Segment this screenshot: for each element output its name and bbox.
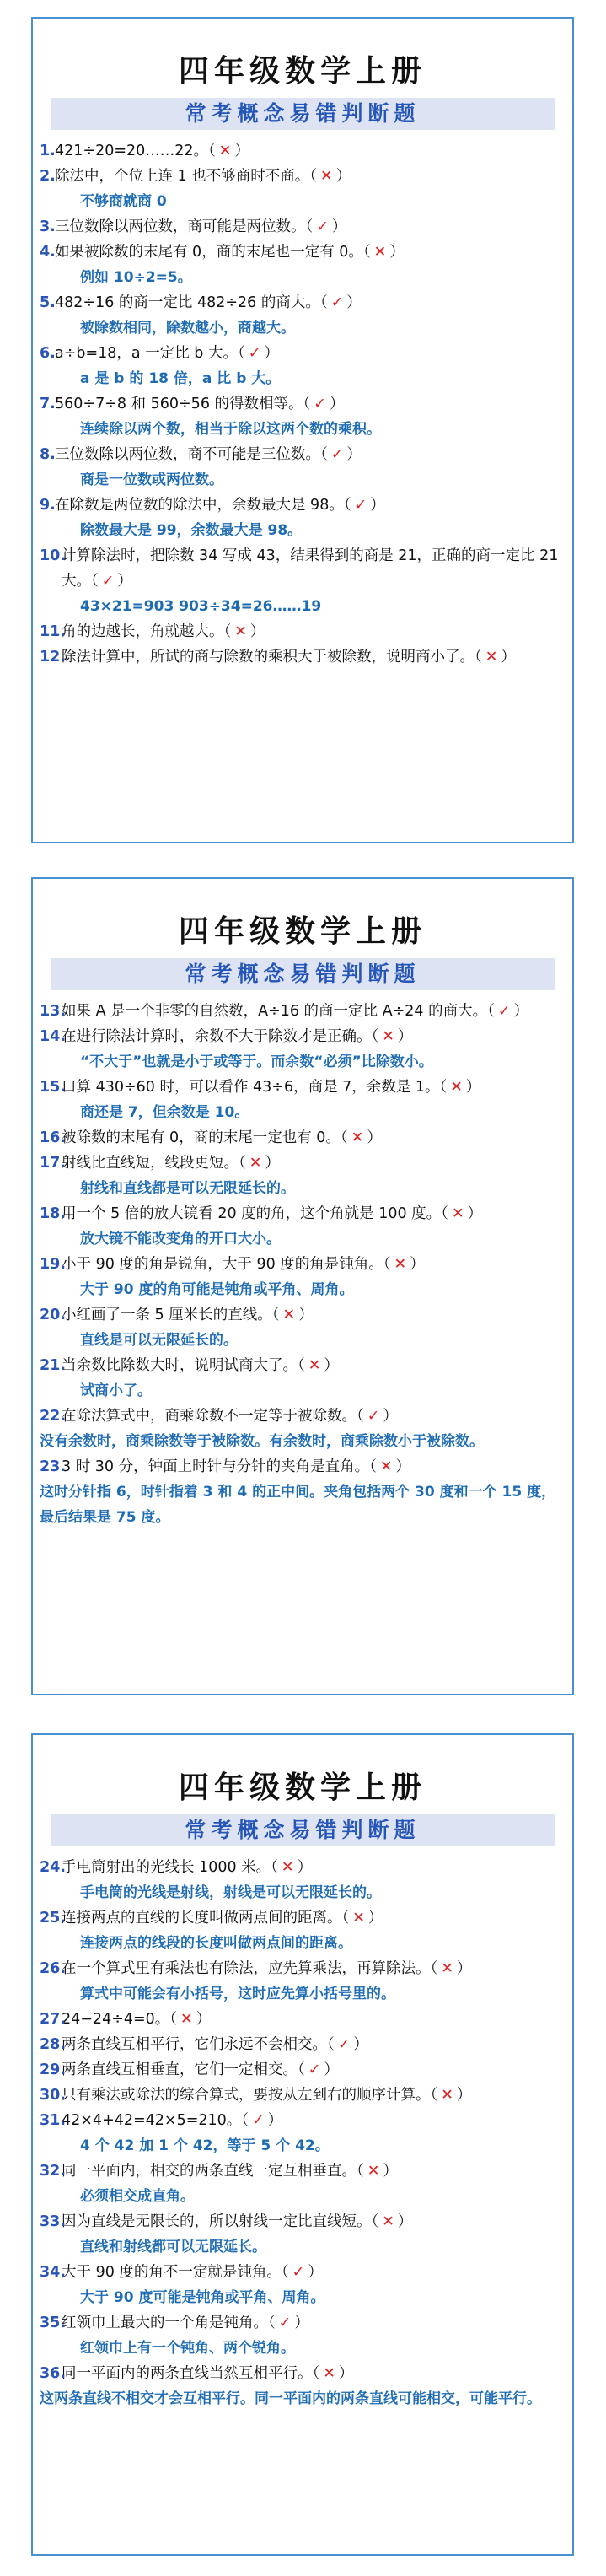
question-item bbox=[40, 2108, 566, 2133]
question-text: 在一个算式里有乘法也有除法，应先算乘法，再算除法。（ bbox=[62, 1960, 438, 1977]
answer-note: 必须相交成直角。 bbox=[80, 2188, 195, 2205]
answer-note: 这时分针指 6，时针指着 3 和 4 的正中间。夹角包括两个 30 度和一个 15 度，最后结果是 75 度。 bbox=[40, 1484, 556, 1526]
question-item bbox=[40, 619, 566, 644]
question-item bbox=[40, 2260, 566, 2285]
bracket-close: ） bbox=[367, 1910, 383, 1927]
bracket-close: ） bbox=[501, 649, 516, 666]
bracket-close: ） bbox=[249, 623, 265, 640]
question-item bbox=[40, 164, 566, 189]
card-title: 四年级数学上册 bbox=[178, 1770, 426, 1805]
question-number: 31. bbox=[40, 2112, 67, 2129]
question-number: 18. bbox=[40, 1205, 67, 1222]
question-item bbox=[40, 2032, 566, 2057]
question-text: 口算 430÷60 时，可以看作 43÷6，商是 7，余数是 1。（ bbox=[62, 1079, 448, 1096]
bracket-close: ） bbox=[335, 168, 351, 185]
question-text: 42×4+42=42×5=210。（ bbox=[62, 2112, 249, 2129]
answer-note: 商还是 7，但余数是 10。 bbox=[80, 1104, 249, 1121]
bracket-close: ） bbox=[267, 2112, 283, 2129]
answer-note: 4 个 42 加 1 个 42，等于 5 个 42。 bbox=[80, 2137, 330, 2154]
question-text: 在除法算式中，商乘除数不一定等于被除数。（ bbox=[62, 1408, 364, 1425]
check-mark-icon: ✓ bbox=[497, 1003, 511, 1020]
wrong-mark-icon: ✕ bbox=[180, 2011, 193, 2028]
question-text: 两条直线互相平行，它们永远不会相交。（ bbox=[62, 2036, 335, 2053]
question-number: 28. bbox=[40, 2036, 67, 2053]
question-item bbox=[40, 543, 566, 594]
question-text: 角的边越长，角就越大。（ bbox=[62, 623, 232, 640]
bracket-close: ） bbox=[294, 2315, 309, 2331]
bracket-close: ） bbox=[308, 2264, 323, 2281]
bracket-close: ） bbox=[265, 1155, 280, 1172]
question-text: 除法中，个位上连 1 也不够商时不商。（ bbox=[55, 168, 318, 185]
question-item bbox=[40, 1201, 566, 1226]
bracket-close: ） bbox=[467, 1205, 483, 1222]
bracket-close: ） bbox=[367, 1129, 382, 1146]
question-number: 24. bbox=[40, 1859, 67, 1876]
wrong-mark-icon: ✕ bbox=[234, 623, 247, 640]
bracket-close: ） bbox=[346, 294, 362, 311]
question-number: 10. bbox=[40, 547, 67, 564]
answer-note: 射线和直线都是可以无限延长的。 bbox=[80, 1180, 295, 1197]
answer-note: 手电筒的光线是射线，射线是可以无限延长的。 bbox=[80, 1884, 381, 1901]
question-text: 连接两点的直线的长度叫做两点间的距离。（ bbox=[62, 1910, 350, 1927]
answer-note: 商是一位数或两位数。 bbox=[80, 472, 223, 488]
question-item bbox=[40, 1151, 566, 1176]
bracket-close: ） bbox=[196, 2011, 212, 2028]
card-subtitle: 常考概念易错判断题 bbox=[51, 1814, 555, 1846]
question-number: 1. bbox=[40, 143, 56, 159]
question-list bbox=[40, 1855, 566, 2412]
question-item bbox=[40, 1956, 566, 1981]
question-text: 同一平面内的两条直线当然互相平行。（ bbox=[62, 2365, 320, 2382]
bracket-close: ） bbox=[370, 497, 385, 514]
bracket-close: ） bbox=[338, 2365, 354, 2382]
question-item bbox=[40, 2057, 566, 2083]
wrong-mark-icon: ✕ bbox=[351, 1129, 364, 1146]
question-number: 7. bbox=[40, 396, 56, 412]
wrong-mark-icon: ✕ bbox=[281, 1859, 294, 1876]
question-text: 24−24÷4=0。（ bbox=[62, 2011, 178, 2028]
wrong-mark-icon: ✕ bbox=[352, 1910, 365, 1927]
wrong-mark-icon: ✕ bbox=[249, 1155, 262, 1172]
wrong-mark-icon: ✕ bbox=[382, 2213, 394, 2230]
question-number: 23. bbox=[40, 1458, 67, 1475]
question-item bbox=[40, 999, 566, 1024]
wrong-mark-icon: ✕ bbox=[450, 1079, 463, 1096]
question-number: 30. bbox=[40, 2087, 67, 2104]
question-text: 当余数比除数大时，说明试商大了。（ bbox=[62, 1357, 305, 1374]
bracket-close: ） bbox=[324, 1357, 339, 1374]
question-number: 5. bbox=[40, 294, 56, 311]
answer-note: 除数最大是 99，余数最大是 98。 bbox=[80, 522, 303, 539]
bracket-close: ） bbox=[397, 1028, 413, 1045]
question-number: 14. bbox=[40, 1028, 67, 1045]
question-number: 11. bbox=[40, 623, 67, 640]
bracket-close: ） bbox=[329, 396, 345, 412]
answer-note: 算式中可能会有小括号，这时应先算小括号里的。 bbox=[80, 1986, 395, 2002]
question-item bbox=[40, 1404, 566, 1429]
wrong-mark-icon: ✕ bbox=[323, 2365, 335, 2382]
check-mark-icon: ✓ bbox=[337, 2036, 351, 2053]
check-mark-icon: ✓ bbox=[292, 2264, 305, 2281]
question-number: 9. bbox=[40, 497, 56, 514]
question-text: 两条直线互相垂直，它们一定相交。（ bbox=[62, 2061, 305, 2078]
answer-note: 例如 10÷2=5。 bbox=[80, 269, 192, 286]
question-number: 34. bbox=[40, 2264, 67, 2281]
card-subtitle: 常考概念易错判断题 bbox=[51, 958, 555, 990]
question-number: 4. bbox=[40, 244, 56, 261]
question-item bbox=[40, 2361, 566, 2386]
question-text: 小于 90 度的角是锐角，大于 90 度的角是钝角。（ bbox=[62, 1256, 391, 1273]
answer-note: 43×21=903 903÷34=26……19 bbox=[80, 598, 322, 615]
question-text: 三位数除以两位数，商可能是两位数。（ bbox=[55, 218, 314, 235]
wrong-mark-icon: ✕ bbox=[394, 1256, 407, 1273]
bracket-close: ） bbox=[389, 244, 405, 261]
question-text: 被除数的末尾有 0，商的末尾一定也有 0。（ bbox=[62, 1129, 348, 1146]
question-item bbox=[40, 1125, 566, 1151]
answer-note: “不大于”也就是小于或等于。而余数“必须”比除数小。 bbox=[80, 1054, 433, 1070]
answer-note: 放大镜不能改变角的开口大小。 bbox=[80, 1231, 281, 1248]
question-number: 20. bbox=[40, 1307, 67, 1323]
bracket-close: ） bbox=[234, 143, 249, 159]
question-text: 如果被除数的末尾有 0，商的末尾也一定有 0。（ bbox=[55, 244, 371, 261]
question-item bbox=[40, 1905, 566, 1931]
question-text: 小红画了一条 5 厘米长的直线。（ bbox=[62, 1307, 280, 1323]
question-item bbox=[40, 240, 566, 265]
answer-note: 直线是可以无限延长的。 bbox=[80, 1332, 238, 1349]
answer-note: 大于 90 度可能是钝角或平角、周角。 bbox=[80, 2289, 325, 2306]
check-mark-icon: ✓ bbox=[252, 2112, 265, 2129]
card-1 bbox=[31, 17, 574, 843]
wrong-mark-icon: ✕ bbox=[218, 143, 232, 159]
question-text: 482÷16 的商一定比 482÷26 的商大。（ bbox=[55, 294, 328, 311]
check-mark-icon: ✓ bbox=[248, 345, 261, 362]
question-item bbox=[40, 1353, 566, 1378]
question-number: 29. bbox=[40, 2061, 67, 2078]
question-item bbox=[40, 341, 566, 366]
answer-note: 试商小了。 bbox=[80, 1382, 152, 1399]
bracket-close: ） bbox=[324, 2061, 339, 2078]
wrong-mark-icon: ✕ bbox=[441, 1960, 453, 1977]
wrong-mark-icon: ✕ bbox=[441, 2087, 453, 2104]
question-number: 33. bbox=[40, 2213, 67, 2230]
check-mark-icon: ✓ bbox=[330, 294, 344, 311]
question-number: 19. bbox=[40, 1256, 67, 1273]
question-text: 如果 A 是一个非零的自然数，A÷16 的商一定比 A÷24 的商大。（ bbox=[62, 1003, 495, 1020]
question-item bbox=[40, 442, 566, 467]
question-text: 因为直线是无限长的，所以射线一定比直线短。（ bbox=[62, 2213, 379, 2230]
question-number: 35. bbox=[40, 2315, 67, 2331]
bracket-close: ） bbox=[383, 1408, 398, 1425]
question-item bbox=[40, 1075, 566, 1100]
answer-note: 连续除以两个数，相当于除以这两个数的乘积。 bbox=[80, 421, 381, 438]
bracket-close: ） bbox=[456, 2087, 472, 2104]
wrong-mark-icon: ✕ bbox=[485, 649, 498, 666]
answer-note: a 是 b 的 18 倍，a 比 b 大。 bbox=[80, 370, 281, 387]
bracket-close: ） bbox=[465, 1079, 481, 1096]
question-item bbox=[40, 290, 566, 315]
answer-note: 连接两点的线段的长度叫做两点间的距离。 bbox=[80, 1935, 352, 1952]
wrong-mark-icon: ✕ bbox=[367, 2163, 380, 2180]
check-mark-icon: ✓ bbox=[101, 573, 115, 590]
question-text: 同一平面内，相交的两条直线一定互相垂直。（ bbox=[62, 2163, 364, 2180]
answer-note: 大于 90 度的角可能是钝角或平角、周角。 bbox=[80, 1281, 354, 1298]
question-item bbox=[40, 2310, 566, 2336]
question-text: 计算除法时，把除数 34 写成 43，结果得到的商是 21，正确的商一定比 21 大。（ bbox=[62, 547, 559, 590]
question-text: 三位数除以两位数，商不可能是三位数。（ bbox=[55, 446, 328, 463]
question-number: 8. bbox=[40, 446, 56, 463]
question-text: 在进行除法计算时，余数不大于除数才是正确。（ bbox=[62, 1028, 379, 1045]
question-text: 射线比直线短，线段更短。（ bbox=[62, 1155, 246, 1172]
question-item bbox=[40, 2007, 566, 2032]
question-text: 手电筒射出的光线长 1000 米。（ bbox=[62, 1859, 278, 1876]
question-number: 22. bbox=[40, 1408, 67, 1425]
question-item bbox=[40, 2083, 566, 2108]
question-text: a÷b=18，a 一定比 b 大。（ bbox=[55, 345, 245, 362]
question-item bbox=[40, 1855, 566, 1880]
wrong-mark-icon: ✕ bbox=[379, 1458, 393, 1475]
check-mark-icon: ✓ bbox=[316, 218, 329, 235]
bracket-close: ） bbox=[353, 2036, 368, 2053]
question-item bbox=[40, 391, 566, 417]
question-text: 只有乘法或除法的综合算式，要按从左到右的顺序计算。（ bbox=[62, 2087, 438, 2104]
question-number: 3. bbox=[40, 218, 56, 235]
question-text: 560÷7÷8 和 560÷56 的得数相等。（ bbox=[55, 396, 311, 412]
question-text: 用一个 5 倍的放大镜看 20 度的角，这个角就是 100 度。（ bbox=[62, 1205, 448, 1222]
question-number: 6. bbox=[40, 345, 56, 362]
answer-note: 被除数相同，除数越小，商越大。 bbox=[80, 320, 295, 337]
wrong-mark-icon: ✕ bbox=[282, 1307, 296, 1323]
card-title: 四年级数学上册 bbox=[178, 914, 426, 949]
bracket-close: ） bbox=[395, 1458, 411, 1475]
bracket-close: ） bbox=[456, 1960, 472, 1977]
check-mark-icon: ✓ bbox=[367, 1408, 380, 1425]
wrong-mark-icon: ✕ bbox=[308, 1357, 321, 1374]
question-item bbox=[40, 2158, 566, 2184]
check-mark-icon: ✓ bbox=[278, 2315, 292, 2331]
question-list bbox=[40, 138, 566, 670]
question-number: 2. bbox=[40, 168, 56, 185]
question-number: 26. bbox=[40, 1960, 67, 1977]
question-number: 32. bbox=[40, 2163, 67, 2180]
question-number: 27. bbox=[40, 2011, 67, 2028]
question-text: 3 时 30 分，钟面上时针与分针的夹角是直角。（ bbox=[62, 1458, 377, 1475]
question-item bbox=[40, 1302, 566, 1328]
bracket-close: ） bbox=[117, 573, 132, 590]
question-text: 在除数是两位数的除法中，余数最大是 98。（ bbox=[55, 497, 351, 514]
question-number: 12. bbox=[40, 649, 67, 666]
question-list bbox=[40, 999, 566, 1530]
wrong-mark-icon: ✕ bbox=[320, 168, 333, 185]
question-number: 13. bbox=[40, 1003, 67, 1020]
question-text: 红领巾上最大的一个角是钝角。（ bbox=[62, 2315, 276, 2331]
bracket-close: ） bbox=[346, 446, 362, 463]
question-number: 15. bbox=[40, 1079, 67, 1096]
check-mark-icon: ✓ bbox=[354, 497, 367, 514]
question-text: 除法计算中，所试的商与除数的乘积大于被除数，说明商小了。（ bbox=[62, 649, 482, 666]
card-subtitle: 常考概念易错判断题 bbox=[51, 98, 555, 130]
question-item bbox=[40, 138, 566, 164]
question-number: 25. bbox=[40, 1910, 67, 1927]
answer-note: 这两条直线不相交才会互相平行。同一平面内的两条直线可能相交，可能平行。 bbox=[40, 2390, 541, 2407]
wrong-mark-icon: ✕ bbox=[373, 244, 387, 261]
question-item bbox=[40, 1024, 566, 1049]
question-number: 17. bbox=[40, 1155, 67, 1172]
wrong-mark-icon: ✕ bbox=[451, 1205, 464, 1222]
answer-note: 直线和射线都可以无限延长。 bbox=[80, 2239, 266, 2255]
question-item bbox=[40, 214, 566, 240]
bracket-close: ） bbox=[297, 1859, 313, 1876]
card-title: 四年级数学上册 bbox=[178, 54, 426, 89]
bracket-close: ） bbox=[331, 218, 347, 235]
answer-note: 没有余数时，商乘除数等于被除数。有余数时，商乘除数小于被除数。 bbox=[40, 1433, 484, 1450]
check-mark-icon: ✓ bbox=[308, 2061, 321, 2078]
question-item bbox=[40, 1252, 566, 1277]
question-item bbox=[40, 493, 566, 518]
bracket-close: ） bbox=[264, 345, 279, 362]
bracket-close: ） bbox=[298, 1307, 314, 1323]
bracket-close: ） bbox=[397, 2213, 413, 2230]
question-text: 大于 90 度的角不一定就是钝角。（ bbox=[62, 2264, 289, 2281]
check-mark-icon: ✓ bbox=[314, 396, 326, 412]
question-item bbox=[40, 644, 566, 670]
answer-note: 不够商就商 0 bbox=[80, 193, 167, 210]
question-number: 16. bbox=[40, 1129, 67, 1146]
question-text: 421÷20=20……22。（ bbox=[55, 143, 216, 159]
bracket-close: ） bbox=[410, 1256, 425, 1273]
bracket-close: ） bbox=[383, 2163, 398, 2180]
bracket-close: ） bbox=[513, 1003, 529, 1020]
question-item bbox=[40, 2209, 566, 2234]
card-2 bbox=[31, 877, 574, 1695]
wrong-mark-icon: ✕ bbox=[382, 1028, 394, 1045]
question-item bbox=[40, 1454, 566, 1479]
answer-note: 红领巾上有一个钝角、两个锐角。 bbox=[80, 2340, 295, 2357]
question-number: 21. bbox=[40, 1357, 67, 1374]
question-number: 36. bbox=[40, 2365, 67, 2382]
check-mark-icon: ✓ bbox=[330, 446, 344, 463]
card-3 bbox=[31, 1733, 574, 2556]
